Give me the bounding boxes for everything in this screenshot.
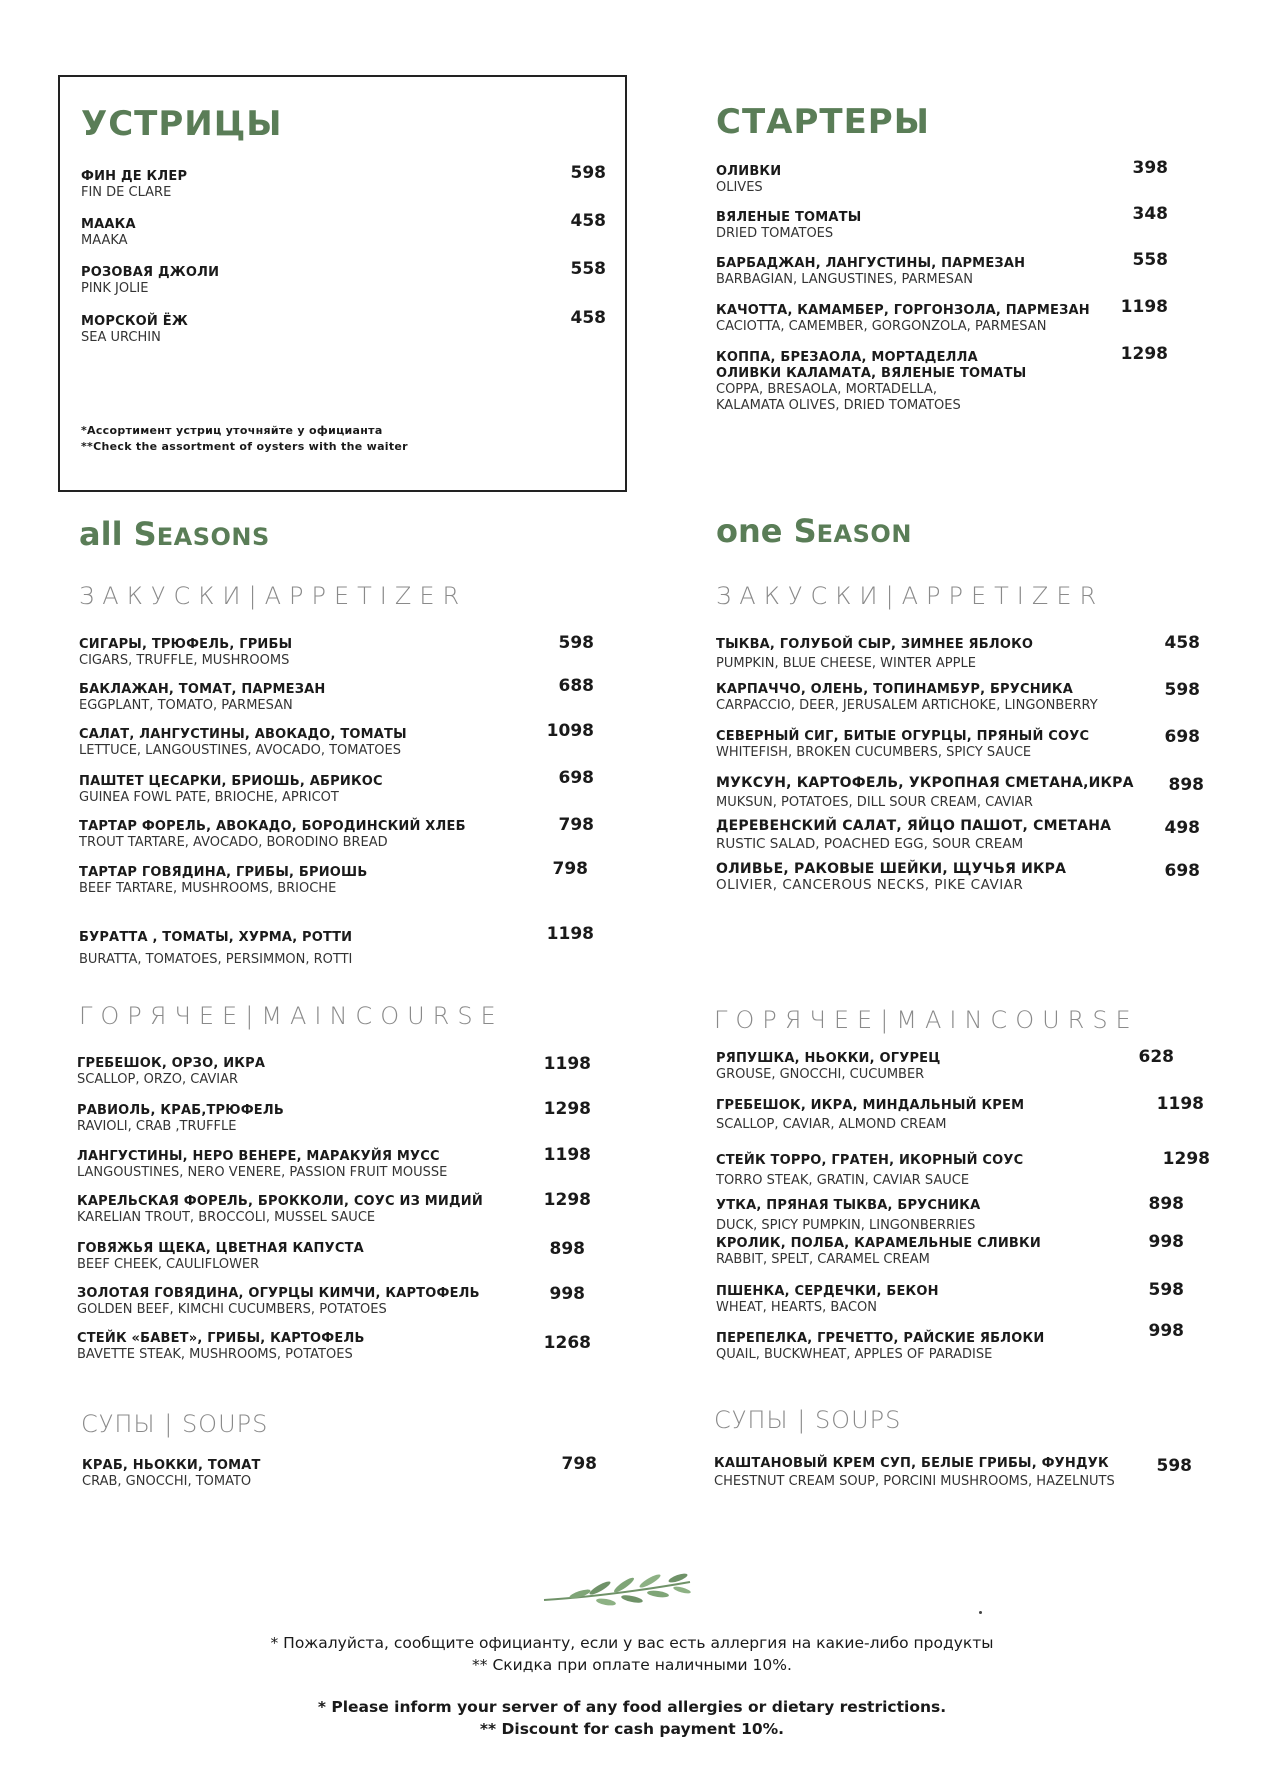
menu-item (79, 676, 594, 714)
item-name-ru: ТАРТАР ФОРЕЛЬ, АВОКАДО, БОРОДИНСКИЙ ХЛЕБ (79, 819, 466, 834)
footer-allergy-ru: * Пожалуйста, сообщите официанту, если у вас есть аллергия на какие-либо продукты (270, 1634, 994, 1652)
one-soup-heading: СУПЫ | SOUPS (714, 1406, 902, 1434)
menu-item (716, 158, 1168, 196)
item-name-en: CHESTNUT CREAM SOUP, PORCINI MUSHROOMS, HAZELNUTS (714, 1474, 1115, 1489)
item-price: 798 (552, 859, 588, 879)
item-name-en: DUCK, SPICY PUMPKIN, LINGONBERRIES (716, 1218, 976, 1233)
item-name-en: OLIVES (716, 180, 763, 195)
item-price: 1298 (543, 1099, 591, 1119)
oysters-note-ru: *Ассортимент устриц уточняйте у официанта (81, 424, 383, 437)
item-name-ru-line2: ОЛИВКИ КАЛАМАТА, ВЯЛЕНЫЕ ТОМАТЫ (716, 366, 1027, 381)
item-name-en: PINK JOLIE (81, 281, 149, 296)
item-name-en: GOLDEN BEEF, KIMCHI CUCUMBERS, POTATOES (77, 1302, 387, 1317)
menu-item (716, 1232, 1204, 1268)
item-name-ru: МУКСУН, КАРТОФЕЛЬ, УКРОПНАЯ СМЕТАНА,ИКРА (716, 775, 1134, 791)
item-price: 698 (1164, 727, 1200, 747)
item-name-ru: КАШТАНОВЫЙ КРЕМ СУП, БЕЛЫЕ ГРИБЫ, ФУНДУК (714, 1456, 1109, 1471)
item-name-en: BEEF TARTARE, MUSHROOMS, BRIOCHE (79, 881, 337, 896)
item-name-ru: ГОВЯЖЬЯ ЩЕКА, ЦВЕТНАЯ КАПУСТА (77, 1241, 364, 1256)
item-price: 998 (1148, 1321, 1184, 1341)
item-name-ru: ФИН ДЕ КЛЕР (81, 169, 188, 184)
item-price: 498 (1164, 818, 1200, 838)
item-name-en: MUKSUN, POTATOES, DILL SOUR CREAM, CAVIAR (716, 795, 1033, 810)
item-name-ru: КРАБ, НЬОККИ, ТОМАТ (82, 1458, 261, 1473)
item-name-en: QUAIL, BUCKWHEAT, APPLES OF PARADISE (716, 1347, 993, 1362)
item-name-en: SCALLOP, ORZO, CAVIAR (77, 1072, 239, 1087)
item-name-en: RABBIT, SPELT, CARAMEL CREAM (716, 1252, 930, 1267)
item-price: 598 (1148, 1280, 1184, 1300)
item-name-ru: МОРСКОЙ ЁЖ (81, 314, 188, 329)
item-name-en-line2: KALAMATA OLIVES, DRIED TOMATOES (716, 398, 961, 413)
item-name-en: LANGOUSTINES, NERO VENERE, PASSION FRUIT MOUSSE (77, 1165, 448, 1180)
item-name-ru: УТКА, ПРЯНАЯ ТЫКВА, БРУСНИКА (716, 1198, 981, 1213)
one-season-title (716, 512, 912, 550)
item-name-en: BEEF CHEEK, CAULIFLOWER (77, 1257, 260, 1272)
item-name-ru: РАВИОЛЬ, КРАБ,ТРЮФЕЛЬ (77, 1103, 284, 1118)
all-soup-heading: СУПЫ | SOUPS (81, 1410, 269, 1438)
item-name-ru: СЕВЕРНЫЙ СИГ, БИТЫЕ ОГУРЦЫ, ПРЯНЫЙ СОУС (716, 729, 1090, 744)
menu-item (714, 1456, 1192, 1490)
item-name-en: TROUT TARTARE, AVOCADO, BORODINO BREAD (79, 835, 388, 850)
menu-item (716, 1321, 1204, 1363)
item-name-ru: МААКА (81, 217, 136, 232)
item-name-ru: ПЕРЕПЕЛКА, ГРЕЧЕТТО, РАЙСКИЕ ЯБЛОКИ (716, 1331, 1045, 1346)
item-name-en: WHITEFISH, BROKEN CUCUMBERS, SPICY SAUCE (716, 745, 1032, 760)
menu-item (81, 163, 606, 201)
item-name-ru: БАКЛАЖАН, ТОМАТ, ПАРМЕЗАН (79, 682, 326, 697)
item-name-ru: БАРБАДЖАН, ЛАНГУСТИНЫ, ПАРМЕЗАН (716, 256, 1026, 271)
item-price: 998 (549, 1284, 585, 1304)
item-name-ru: ТАРТАР ГОВЯДИНА, ГРИБЫ, БРИОШЬ (79, 865, 368, 880)
item-name-ru: СИГАРЫ, ТРЮФЕЛЬ, ГРИБЫ (79, 637, 293, 652)
menu-item (77, 1190, 591, 1226)
item-name-ru: КАЧОТТА, КАМАМБЕР, ГОРГОНЗОЛА, ПАРМЕЗАН (716, 303, 1090, 318)
menu-item (81, 211, 606, 249)
menu-item (716, 1194, 1204, 1234)
item-name-ru: ПШЕНКА, СЕРДЕЧКИ, БЕКОН (716, 1284, 939, 1299)
item-name-en: SCALLOP, CAVIAR, ALMOND CREAM (716, 1117, 947, 1132)
item-price: 598 (558, 633, 594, 653)
item-name-en: BARBAGIAN, LANGUSTINES, PARMESAN (716, 272, 973, 287)
all-seasons-title (79, 515, 270, 553)
menu-item (716, 775, 1204, 811)
menu-item (81, 308, 606, 346)
item-price: 598 (1156, 1456, 1192, 1476)
item-name-en: CARPACCIO, DEER, JERUSALEM ARTICHOKE, LINGONBERRY (716, 698, 1098, 713)
menu-item (716, 1094, 1204, 1133)
item-price: 998 (1148, 1232, 1184, 1252)
menu-item (716, 818, 1200, 852)
footer-discount-en: ** Discount for cash payment 10%. (479, 1720, 785, 1738)
item-price: 1198 (543, 1145, 591, 1165)
item-price: 798 (558, 815, 594, 835)
menu-item (716, 1280, 1204, 1316)
oysters-note-en: **Check the assortment of oysters with the waiter (81, 440, 408, 453)
one-main-heading: ГОРЯЧЕЕ|MAINCOURSE (714, 1006, 1139, 1034)
item-name-en: CIGARS, TRUFFLE, MUSHROOMS (79, 653, 290, 668)
item-name-en: TORRO STEAK, GRATIN, CAVIAR SAUCE (716, 1173, 970, 1188)
menu-item (79, 859, 594, 897)
item-name-ru: ТЫКВА, ГОЛУБОЙ СЫР, ЗИМНЕЕ ЯБЛОКО (716, 637, 1034, 652)
item-price: 1298 (543, 1190, 591, 1210)
item-price: 348 (1132, 204, 1168, 224)
item-name-ru: РОЗОВАЯ ДЖОЛИ (81, 265, 220, 280)
menu-item (716, 297, 1168, 335)
item-price: 598 (570, 163, 606, 183)
item-name-ru: ГРЕБЕШОК, ОРЗО, ИКРА (77, 1056, 266, 1071)
menu-item (716, 729, 1200, 761)
item-price: 1298 (1120, 344, 1168, 364)
menu-item (79, 815, 594, 851)
item-name-en: GROUSE, GNOCCHI, CUCUMBER (716, 1067, 925, 1082)
item-name-ru: КАРПАЧЧО, ОЛЕНЬ, ТОПИНАМБУР, БРУСНИКА (716, 682, 1073, 697)
menu-item (716, 344, 1168, 414)
item-name-en: RUSTIC SALAD, POACHED EGG, SOUR CREAM (716, 836, 1024, 852)
all-seasons-title-a: all S (79, 515, 157, 553)
item-name-en: CRAB, GNOCCHI, TOMATO (82, 1474, 252, 1489)
item-price: 688 (558, 676, 594, 696)
item-price: 1198 (543, 1054, 591, 1074)
item-name-en: MAAKA (81, 233, 128, 248)
item-name-ru: ОЛИВЬЕ, РАКОВЫЕ ШЕЙКИ, ЩУЧЬЯ ИКРА (716, 861, 1067, 877)
item-name-en: EGGPLANT, TOMATO, PARMESAN (79, 698, 293, 713)
item-price: 628 (1138, 1047, 1174, 1067)
item-name-en: OLIVIER, CANCEROUS NECKS, PIKE CAVIAR (716, 877, 1024, 893)
item-name-en: COPPA, BRESAOLA, MORTADELLA, (716, 382, 937, 397)
item-name-en: SEA URCHIN (81, 330, 161, 345)
menu-item (82, 1454, 597, 1490)
item-price: 458 (570, 211, 606, 231)
item-price: 1298 (1162, 1149, 1210, 1169)
all-seasons-title-b: EASONS (156, 523, 270, 551)
item-price: 798 (561, 1454, 597, 1474)
item-name-en: FIN DE CLARE (81, 185, 172, 200)
all-main-heading: ГОРЯЧЕЕ|MAINCOURSE (79, 1002, 504, 1030)
starters-title: СТАРТЕРЫ (716, 102, 930, 142)
item-price: 1198 (1156, 1094, 1204, 1114)
item-price: 898 (1168, 775, 1204, 795)
item-price: 698 (1164, 861, 1200, 881)
item-price: 1098 (546, 721, 594, 741)
menu-item (716, 861, 1200, 893)
item-name-ru: РЯПУШКА, НЬОККИ, ОГУРЕЦ (716, 1051, 941, 1066)
item-name-ru: ОЛИВКИ (716, 164, 782, 179)
menu-item (716, 682, 1200, 714)
menu-item (79, 924, 594, 968)
menu-item (77, 1145, 591, 1181)
menu-item (77, 1286, 591, 1318)
item-name-en: RAVIOLI, CRAB ,TRUFFLE (77, 1119, 237, 1134)
item-name-ru: КАРЕЛЬСКАЯ ФОРЕЛЬ, БРОККОЛИ, СОУС ИЗ МИДИЙ (77, 1194, 483, 1209)
item-name-en: CACIOTTA, CAMEMBER, GORGONZOLA, PARMESAN (716, 319, 1047, 334)
dot-mark (979, 1611, 982, 1614)
item-name-ru: БУРАТТА , ТОМАТЫ, ХУРМА, РОТТИ (79, 930, 353, 945)
menu-item (79, 721, 594, 759)
menu-item (81, 259, 606, 297)
olive-branch-icon (540, 1572, 700, 1612)
item-name-ru: КРОЛИК, ПОЛБА, КАРАМЕЛЬНЫЕ СЛИВКИ (716, 1236, 1041, 1251)
item-price: 598 (1164, 680, 1200, 700)
oysters-title: УСТРИЦЫ (81, 104, 283, 144)
item-name-ru: ГРЕБЕШОК, ИКРА, МИНДАЛЬНЫЙ КРЕМ (716, 1098, 1025, 1113)
item-price: 898 (1148, 1194, 1184, 1214)
item-name-en: BAVETTE STEAK, MUSHROOMS, POTATOES (77, 1347, 353, 1362)
item-price: 558 (570, 259, 606, 279)
item-name-ru: ПАШТЕТ ЦЕСАРКИ, БРИОШЬ, АБРИКОС (79, 774, 383, 789)
menu-item (716, 633, 1200, 672)
item-name-en: DRIED TOMATOES (716, 226, 834, 241)
item-name-ru: СТЕЙК ТОРРО, ГРАТЕН, ИКОРНЫЙ СОУС (716, 1153, 1024, 1168)
item-price: 458 (570, 308, 606, 328)
item-name-en: KARELIAN TROUT, BROCCOLI, MUSSEL SAUCE (77, 1210, 376, 1225)
item-name-en: GUINEA FOWL PATE, BRIOCHE, APRICOT (79, 790, 339, 805)
item-price: 698 (558, 768, 594, 788)
item-name-en: BURATTA, TOMATOES, PERSIMMON, ROTTI (79, 952, 353, 967)
item-name-en: PUMPKIN, BLUE CHEESE, WINTER APPLE (716, 656, 976, 671)
item-price: 458 (1164, 633, 1200, 653)
footer-discount-ru: ** Скидка при оплате наличными 10%. (472, 1656, 792, 1674)
item-name-ru: ДЕРЕВЕНСКИЙ САЛАТ, ЯЙЦО ПАШОТ, СМЕТАНА (716, 818, 1112, 834)
item-price: 1198 (1120, 297, 1168, 317)
one-season-title-a: one S (716, 512, 817, 550)
one-appetizer-heading: ЗАКУСКИ|APPETIZER (716, 582, 1105, 610)
item-name-ru: СТЕЙК «БАВЕТ», ГРИБЫ, КАРТОФЕЛЬ (77, 1331, 365, 1346)
footer-allergy-en: * Please inform your server of any food allergies or dietary restrictions. (317, 1698, 947, 1716)
item-name-ru: ЗОЛОТАЯ ГОВЯДИНА, ОГУРЦЫ КИМЧИ, КАРТОФЕЛЬ (77, 1286, 480, 1301)
item-price: 1268 (543, 1333, 591, 1353)
item-price: 398 (1132, 158, 1168, 178)
one-season-title-b: EASON (816, 520, 912, 548)
item-name-ru: ВЯЛЕНЫЕ ТОМАТЫ (716, 210, 862, 225)
all-appetizer-heading: ЗАКУСКИ|APPETIZER (79, 582, 468, 610)
menu-item (77, 1056, 591, 1088)
oysters-box (58, 75, 627, 492)
menu-item (716, 204, 1168, 242)
item-name-en: WHEAT, HEARTS, BACON (716, 1300, 877, 1315)
menu-item (77, 1241, 591, 1273)
item-name-en: LETTUCE, LANGOUSTINES, AVOCADO, TOMATOES (79, 743, 401, 758)
menu-item (716, 1047, 1204, 1083)
item-name-ru: ЛАНГУСТИНЫ, НЕРО ВЕНЕРЕ, МАРАКУЙЯ МУСС (77, 1149, 440, 1164)
item-price: 1198 (546, 924, 594, 944)
menu-item (79, 768, 594, 806)
menu-item (79, 633, 594, 669)
item-name-ru: КОППА, БРЕЗАОЛА, МОРТАДЕЛЛА (716, 350, 978, 365)
item-name-ru: САЛАТ, ЛАНГУСТИНЫ, АВОКАДО, ТОМАТЫ (79, 727, 407, 742)
item-price: 898 (549, 1239, 585, 1259)
menu-item (77, 1099, 591, 1135)
menu-item (716, 1149, 1210, 1189)
menu-item (716, 250, 1168, 288)
menu-item (77, 1331, 591, 1363)
item-price: 558 (1132, 250, 1168, 270)
